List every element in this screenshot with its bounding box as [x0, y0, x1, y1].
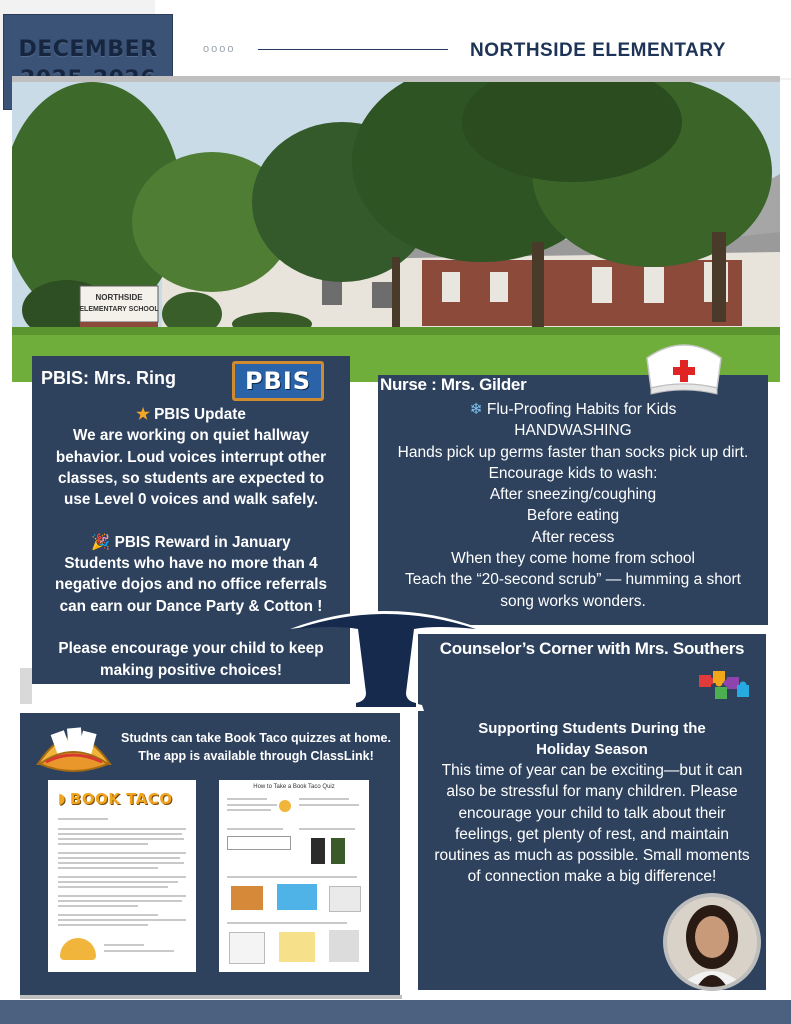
- counselor-body: This time of year can be exciting—but it can also be stressful for many children. Please encourage your child to talk about their feelings, get plenty of rest, and maintain routines as much as possible. Small moments of connection make a big difference!: [434, 762, 750, 886]
- nurse-line: Encourage kids to wash:: [488, 464, 658, 482]
- nurse-line: Before eating: [526, 507, 620, 525]
- school-name: NORTHSIDE ELEMENTARY: [470, 40, 726, 61]
- school-t-logo: [288, 601, 484, 713]
- pbis-reward-text: Students who have no more than 4 negative dojos and no office referrals can earn our Dance Party & Cotton !: [54, 555, 327, 615]
- book-taco-instructions: [219, 780, 369, 972]
- counselor-heading: Supporting Students During the Holiday Season: [478, 720, 706, 759]
- header-strip: [155, 0, 791, 78]
- nurse-line: Teach the “20-second scrub” — humming a short song works wonders.: [405, 571, 741, 610]
- nurse-line: HANDWASHING: [514, 422, 632, 440]
- nurse-line: After recess: [531, 528, 615, 546]
- party-popper-icon: 🎉: [91, 533, 111, 551]
- panel-shadow: [20, 995, 402, 999]
- book-taco-logo: [58, 790, 186, 808]
- book-taco-line1: Studnts can take Book Taco quizzes at home.: [121, 731, 391, 745]
- nurse-hat-icon: [641, 336, 727, 398]
- nurse-line: Hands pick up germs faster than socks pick up dirt.: [397, 443, 749, 461]
- pbis-logo-text: PBIS: [244, 367, 312, 395]
- book-taco-line2: The app is available through ClassLink!: [138, 749, 374, 763]
- decorative-dots: oooo: [203, 43, 236, 55]
- nurse-line: When they come home from school: [451, 550, 695, 568]
- nurse-line: Flu-Proofing Habits for Kids: [486, 401, 677, 418]
- book-taco-text: [115, 729, 397, 765]
- panel-shadow: [20, 668, 32, 704]
- month-label: DECEMBER: [18, 37, 158, 62]
- avatar: [663, 893, 761, 991]
- puzzle-pieces-icon: [697, 669, 751, 701]
- nurse-panel: [378, 375, 768, 625]
- nurse-line: After sneezing/coughing: [489, 486, 657, 504]
- header-rule: [258, 49, 448, 50]
- pbis-reward-heading: PBIS Reward in January: [114, 533, 291, 551]
- sign-line1: NORTHSIDE: [95, 293, 143, 302]
- pbis-title: PBIS: Mrs. Ring: [41, 368, 177, 388]
- howto-title: How to Take a Book Taco Quiz: [253, 784, 335, 790]
- footer-band: [0, 1000, 791, 1024]
- pbis-logo: [232, 361, 324, 401]
- counselor-title: Counselor’s Corner with Mrs. Southers: [439, 639, 745, 658]
- star-icon: ★: [136, 406, 150, 423]
- taco-footer-icon: [60, 938, 96, 960]
- book-taco-logo-text: BOOK TACO: [69, 790, 173, 808]
- nurse-title: Nurse : Mrs. Gilder: [380, 375, 527, 394]
- book-taco-letter: [48, 780, 196, 972]
- snowflake-icon: ❄: [469, 401, 483, 418]
- nurse-body: [378, 399, 768, 612]
- taco-logo-icon: ◗: [58, 791, 66, 807]
- sign-line2: ELEMENTARY SCHOOL: [79, 306, 159, 313]
- pbis-closing: Please encourage your child to keep making positive choices!: [58, 640, 324, 679]
- pbis-update-heading: PBIS Update: [154, 406, 246, 423]
- taco-icon: [30, 718, 116, 776]
- pbis-update-text: We are working on quiet hallway behavior. Loud voices interrupt other classes, so students are expected to use Level 0 voices and walk safely.: [55, 427, 327, 509]
